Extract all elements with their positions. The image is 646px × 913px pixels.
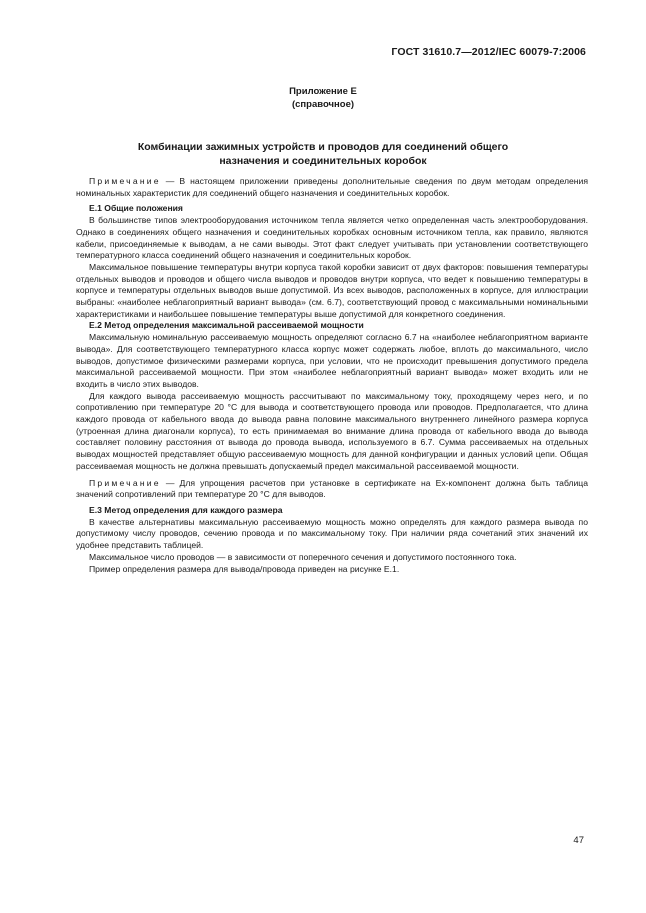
note-2-text: — Для упрощения расчетов при установке в сертификате на Ex-компонент должна быть таблица значений сопротивлений при температуре 20 °С для выводов.: [76, 477, 588, 500]
note-2-label: Примечание: [89, 477, 161, 488]
section-e3-paragraph-3: Пример определения размера для вывода/провода приведен на рисунке Е.1.: [89, 563, 400, 574]
section-e2-paragraph-1: Максимальную номинальную рассеиваемую мощность определяют согласно 6.7 на «наиболее неблагоприятном варианте вывода». Для соответствующего температурного класса корпус может содержать любое, вплоть до максимального, число выводов, допустимое физическими размерами корпуса, при условии, что не происходит превышения допустимого предела максимальной рассеиваемой мощности. При этом «наиболее неблагоприятный вариант вывода» может входить или не входить в число этих выводов.: [76, 332, 588, 389]
appendix-heading: [0, 85, 646, 111]
document-body: [76, 176, 588, 575]
section-e2-paragraph-2: Для каждого вывода рассеиваемую мощность рассчитывают по максимальному току, проходящему через него, и по сопротивлению при температуре 20 °С для вывода и соответствующего провода или проводов. Предполагается, что длина каждого провода от кабельного ввода до вывода равна половине максимального внутреннего линейного размера корпуса (утроенная длина диагонали корпуса), то есть принимаемая во внимание длина провода от кабельного ввода до вывода составляет половину расстояния от вывода до провода вывода, используемого в 6.7. Сумма рассеиваемых на отдельных выводах мощностей представляет общую рассеиваемую мощность для данной конфигурации и данных условий цепи. Общая рассеиваемая мощность не должна превышать допускаемый предел максимальной рассеиваемой мощности.: [76, 390, 588, 471]
standard-header: ГОСТ 31610.7—2012/IEC 60079-7:2006: [391, 46, 586, 58]
note-2: [76, 478, 588, 501]
title-line-2: назначения и соединительных коробок: [219, 155, 427, 167]
appendix-subtitle: (справочное): [291, 99, 355, 110]
title-line-1: Комбинации зажимных устройств и проводов для соединений общего: [137, 141, 509, 153]
note-1-text: — В настоящем приложении приведены дополнительные сведения по двум методам определения номинальных характеристик для соединений общего назначения и соединительных коробок.: [76, 176, 588, 198]
page-number: 47: [573, 835, 584, 846]
section-e1-paragraph-1: В большинстве типов электрооборудования источником тепла является четко определенная часть электрооборудования. Однако в соединениях общего назначения и соединительных коробках основным источником тепла, как правило, являются кабели, присоединяемые к выводам, а не сами выводы. Этот факт следует учитывать при установлении соответствующего температурного класса соединений общего назначения и соединительных коробок.: [76, 215, 588, 261]
section-e2-heading: Е.2 Метод определения максимальной рассеиваемой мощности: [89, 320, 364, 331]
appendix-title: Приложение Е: [289, 86, 357, 97]
section-e3-heading: Е.3 Метод определения для каждого размера: [89, 504, 283, 515]
section-e1-heading: Е.1 Общие положения: [89, 203, 183, 214]
note-1: [76, 176, 588, 199]
note-1-label: Примечание: [89, 176, 161, 186]
section-e3-paragraph-2: Максимальное число проводов — в зависимости от поперечного сечения и допустимого постоянного тока.: [89, 551, 517, 562]
section-e1-paragraph-2: Максимальное повышение температуры внутри корпуса такой коробки зависит от двух факторов: повышения температуры отдельных выводов и проводов и общего числа выводов и проводов внутри корпуса, что ведет к повышению температуры в корпусе и температуры отдельных выводов выше допустимой. Из всех выводов, расположенных в корпусе, для иллюстрации выбраны: «наиболее неблагоприятный вариант вывода» (см. 6.7), соответствующий провод с максимальными номинальными характеристиками и наибольшее повышение температуры выше допустимой для конкретного соединения.: [76, 261, 588, 319]
appendix-main-title: [80, 140, 566, 168]
section-e3-paragraph-1: В качестве альтернативы максимальную рассеиваемую мощность можно определять для каждого размера вывода по допустимому числу проводов, сечению провода и по максимальному току. При наличии ряда сочетаний этих значений их удобнее представить таблицей.: [76, 516, 588, 551]
